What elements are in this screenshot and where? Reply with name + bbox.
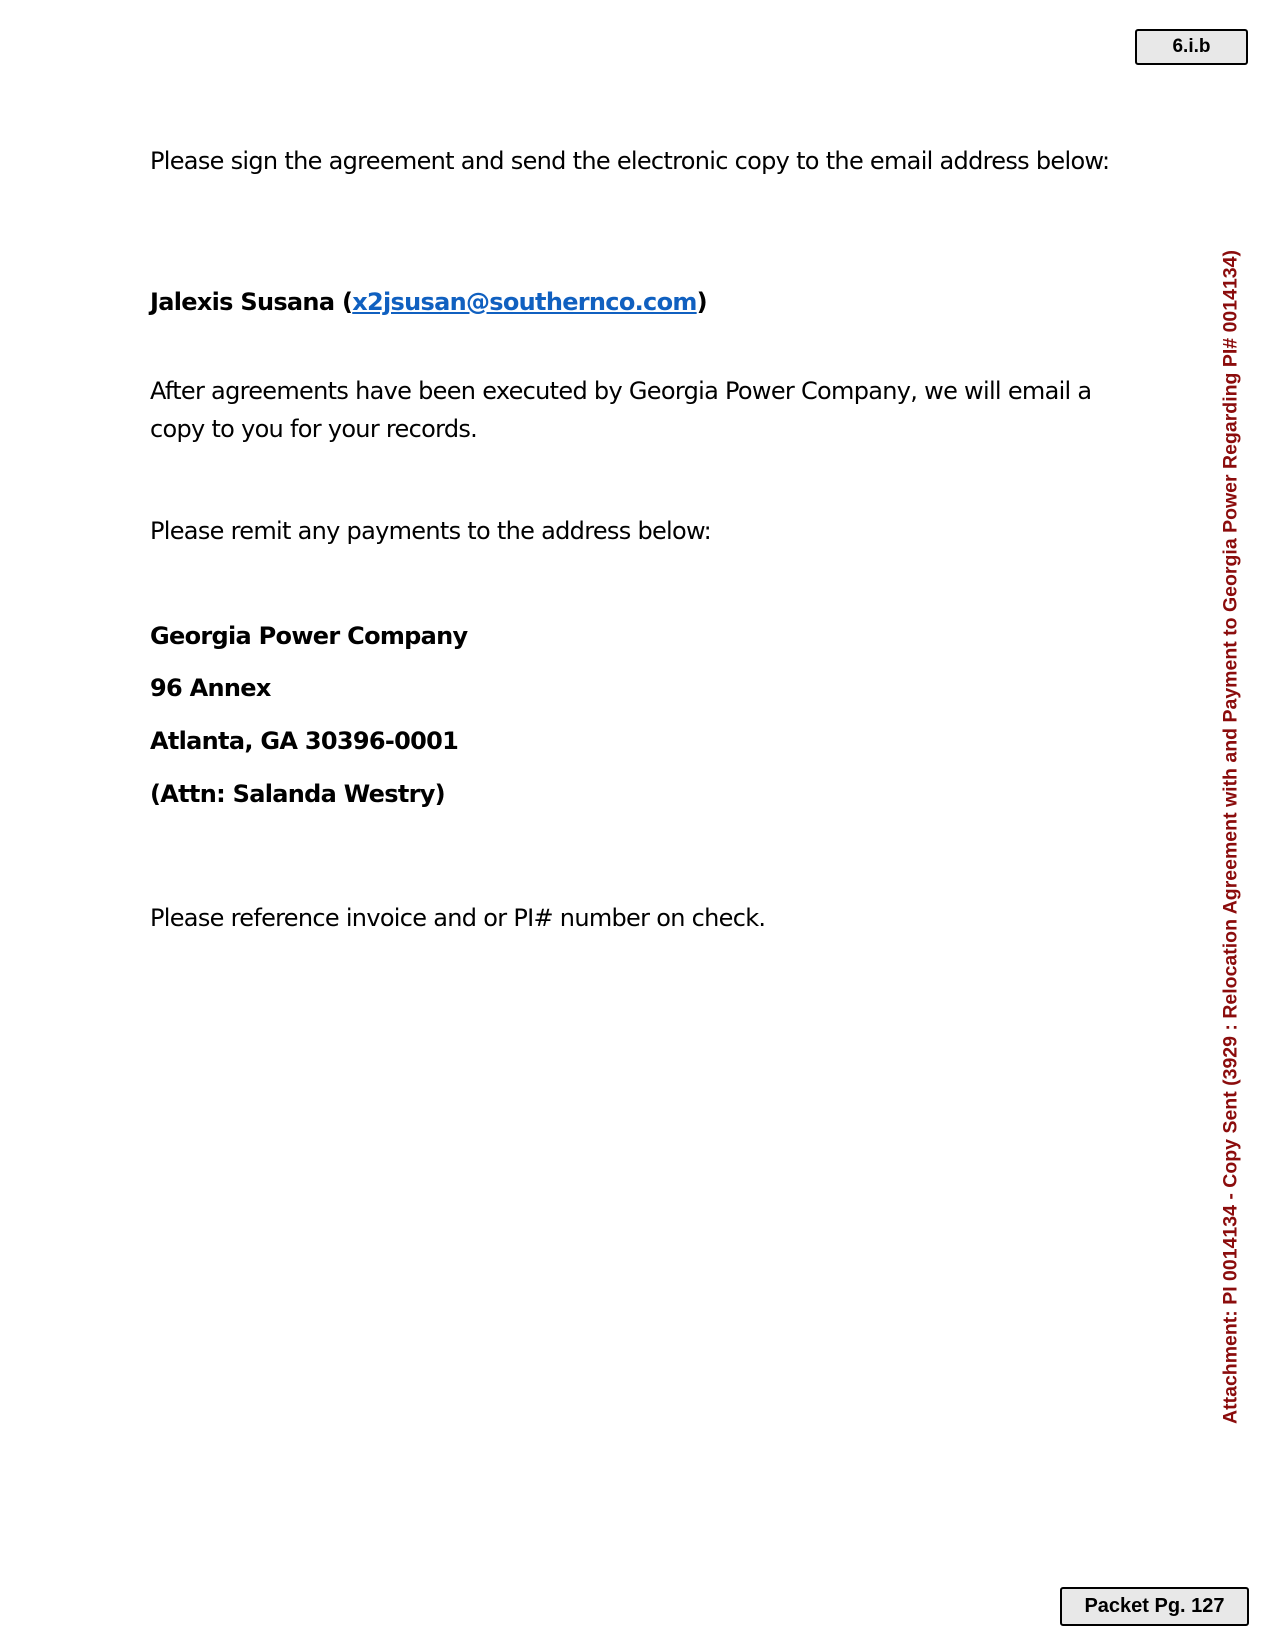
reference-note: Please reference invoice and or PI# number on check. xyxy=(150,904,766,932)
after-executed-text: After agreements have been executed by Georgia Power Company, we will email a copy to you for your records. xyxy=(150,377,1092,443)
contact-paren-close: ) xyxy=(696,288,707,316)
contact-email-link[interactable]: x2jsusan@southernco.com xyxy=(352,288,697,316)
contact-name: Jalexis Susana xyxy=(150,288,335,316)
address-city-line: Atlanta, GA 30396-0001 xyxy=(150,727,459,755)
address-attn: (Attn: Salanda Westry) xyxy=(150,780,445,808)
sign-instruction: Please sign the agreement and send the electronic copy to the email address below: xyxy=(150,147,1110,175)
contact-line xyxy=(150,283,1140,321)
address-company: Georgia Power Company xyxy=(150,622,468,650)
section-tag: 6.i.b xyxy=(1135,29,1248,65)
remit-instruction: Please remit any payments to the address below: xyxy=(150,517,712,545)
packet-page-number: Packet Pg. 127 xyxy=(1060,1587,1249,1626)
contact-paren-open: ( xyxy=(334,288,353,316)
address-line1: 96 Annex xyxy=(150,674,271,702)
attachment-side-label: Attachment: PI 0014134 - Copy Sent (3929 : Relocation Agreement with and Payment to Georgia Power Regarding PI# 0014134) xyxy=(1219,250,1242,1424)
